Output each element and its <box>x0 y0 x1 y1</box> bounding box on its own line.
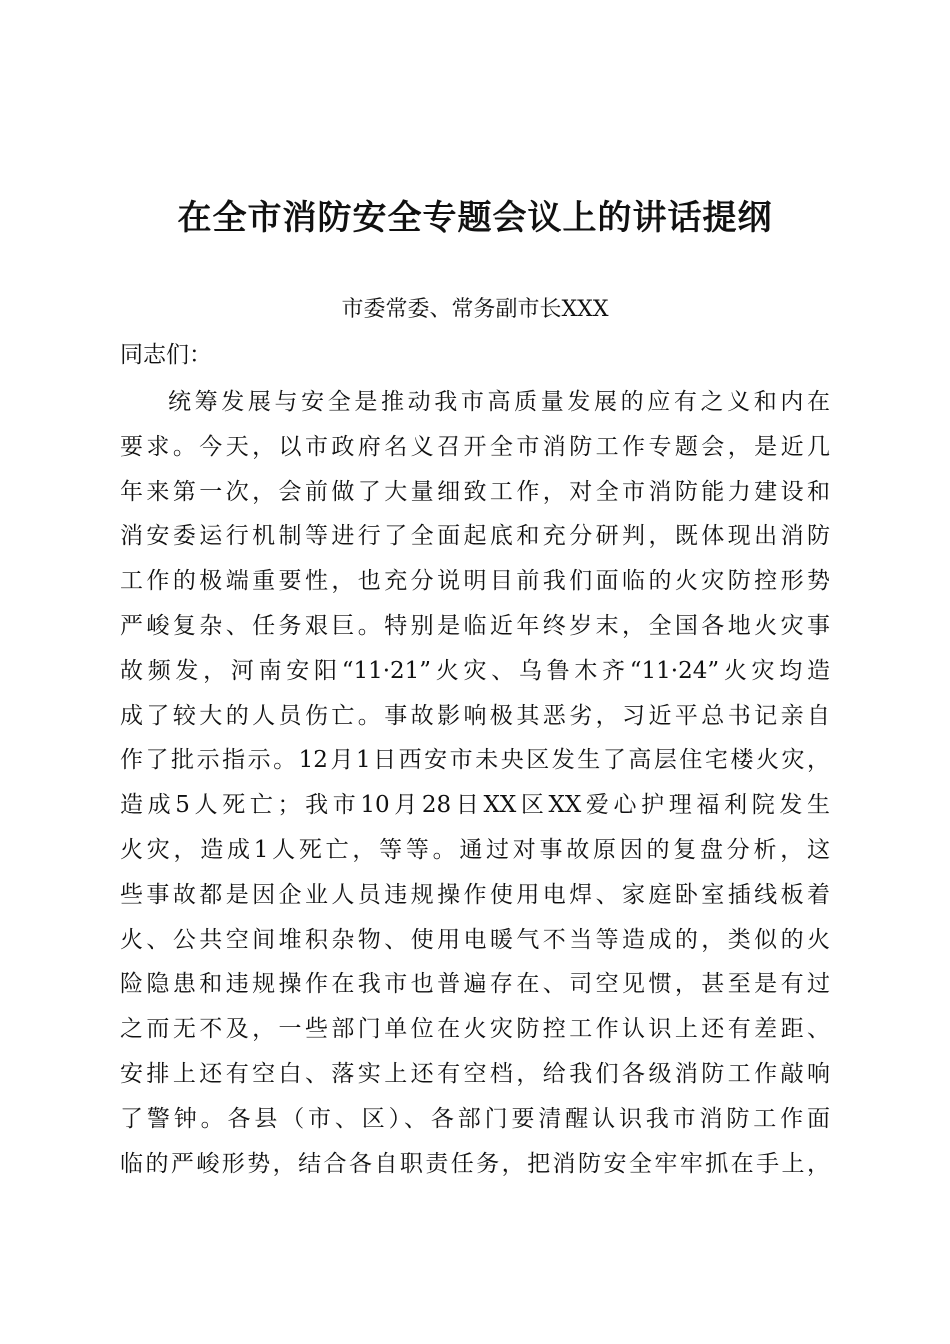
body-line: 火灾，造成1人死亡，等等。通过对事故原因的复盘分析，这 <box>120 836 830 863</box>
body-line: 统筹发展与安全是推动我市高质量发展的应有之义和内在 <box>168 389 830 415</box>
body-line: 故频发，河南安阳“11·21”火灾、乌鲁木齐“11·24”火灾均造 <box>120 657 830 684</box>
body-line: 造成5人死亡；我市10月28日XX区XX爱心护理福利院发生 <box>120 792 830 819</box>
body-line: 严峻复杂、任务艰巨。特别是临近年终岁末，全国各地火灾事 <box>120 612 830 639</box>
document-author: 市委常委、常务副市长XXX <box>341 297 609 322</box>
body-line: 作了批示指示。12月1日西安市未央区发生了高层住宅楼火灾， <box>120 747 830 774</box>
body-text <box>120 380 830 1186</box>
body-line: 险隐患和违规操作在我市也普遍存在、司空见惯，甚至是有过 <box>120 971 830 998</box>
body-line: 些事故都是因企业人员违规操作使用电焊、家庭卧室插线板着 <box>120 881 830 908</box>
body-line: 安排上还有空白、落实上还有空档，给我们各级消防工作敲响 <box>120 1060 830 1087</box>
body-line: 之而无不及，一些部门单位在火灾防控工作认识上还有差距、 <box>120 1016 830 1043</box>
body-line: 成了较大的人员伤亡。事故影响极其恶劣，习近平总书记亲自 <box>120 702 830 729</box>
body-line: 了警钟。各县（市、区）、各部门要清醒认识我市消防工作面 <box>120 1105 830 1132</box>
body-line: 临的严峻形势，结合各自职责任务，把消防安全牢牢抓在手上， <box>120 1150 830 1177</box>
body-line: 要求。今天，以市政府名义召开全市消防工作专题会，是近几 <box>120 433 830 460</box>
salutation: 同志们： <box>120 342 212 368</box>
body-line: 火、公共空间堆积杂物、使用电暖气不当等造成的，类似的火 <box>120 926 830 953</box>
document-title: 在全市消防安全专题会议上的讲话提纲 <box>177 198 773 238</box>
body-line: 年来第一次，会前做了大量细致工作，对全市消防能力建设和 <box>120 478 830 505</box>
body-line: 工作的极端重要性，也充分说明目前我们面临的火灾防控形势 <box>120 568 830 595</box>
body-line: 消安委运行机制等进行了全面起底和充分研判，既体现出消防 <box>120 523 830 550</box>
